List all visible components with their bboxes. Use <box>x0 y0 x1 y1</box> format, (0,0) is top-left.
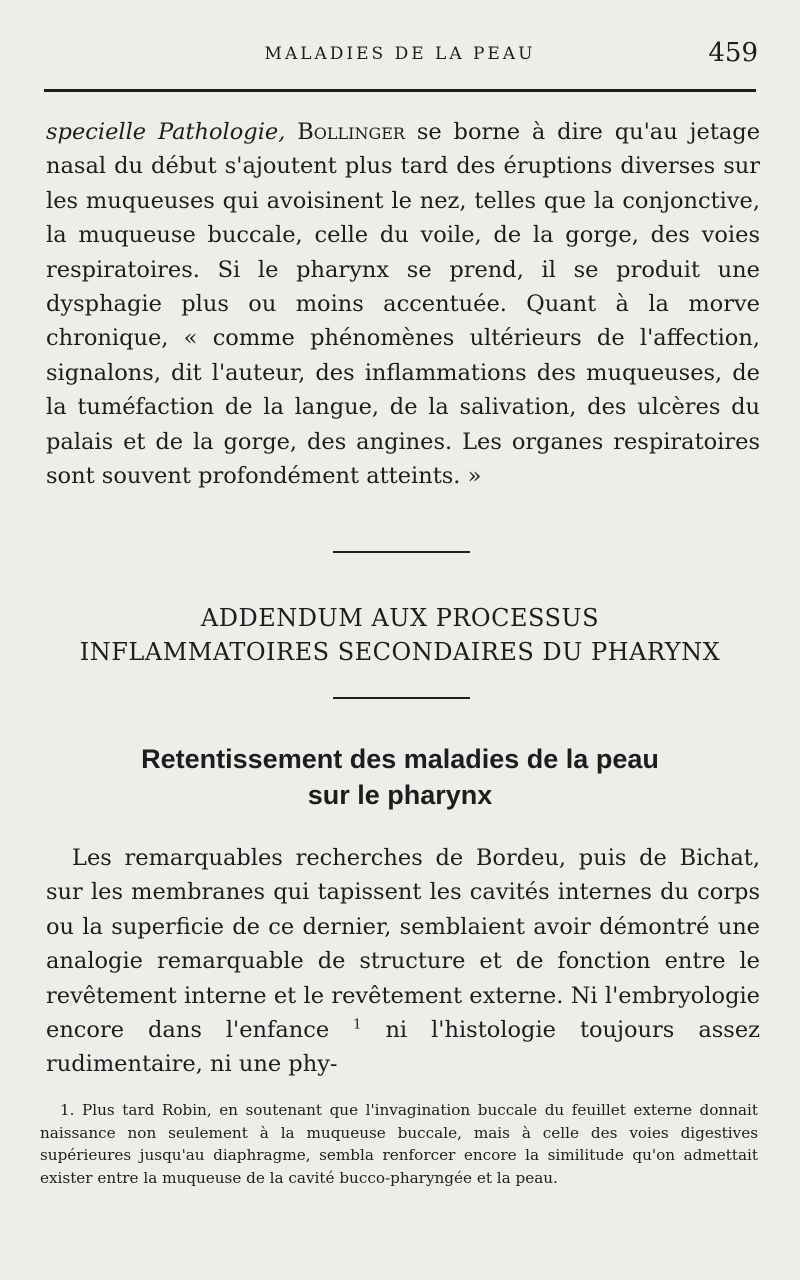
section-heading-line-1: ADDENDUM AUX PROCESSUS <box>200 604 600 632</box>
subsection-heading-line-1: Retentissement des maladies de la peau <box>141 744 659 774</box>
paragraph-1-text: se borne à dire qu'au jetage nasal du début s'ajoutent plus tard des éruptions diverses sur les muqueuses qui avoisinent le nez, telles que la conjonctive, la muqueuse buccale, celle du voile, de la gorge, des voies respiratoires. Si le pharynx se prend, il se produit une dysphagie plus ou moins accentuée. Quant à la morve chronique, « comme phénomènes ultérieurs de l'affection, signalons, dit l'auteur, des inflammations des muqueuses, de la tuméfaction de la langue, de la salivation, des ulcères du palais et de la gorge, des angines. Les organes respiratoires sont souvent profondément atteints. » <box>46 119 761 490</box>
italic-lead: specielle Pathologie, <box>46 119 286 145</box>
section-rule-bottom <box>333 697 470 699</box>
page-number: 459 <box>708 38 758 68</box>
paragraph-2 <box>46 841 760 1082</box>
running-title: MALADIES DE LA PEAU <box>264 44 536 64</box>
subsection-heading <box>40 741 760 813</box>
paragraph-2-text-a: Les remarquables recherches de Bordeu, puis de Bichat, sur les membranes qui tapissent les cavités internes du corps ou la superficie de ce dernier, semblaient avoir démontré une analogie remarquable de structure et de fonction entre le revêtement interne et le revêtement externe. Ni l'embryologie encore dans l'enfance <box>46 845 760 1044</box>
header-rule <box>44 89 756 92</box>
section-heading-line-2: INFLAMMATOIRES SECONDAIRES DU PHARYNX <box>79 638 721 666</box>
section-rule-top <box>333 551 470 553</box>
subsection-heading-line-2: sur le pharynx <box>307 780 493 810</box>
running-head <box>40 38 760 72</box>
paragraph-continued <box>46 115 760 493</box>
paragraph-2-text-b: ni l'histologie toujours assez rudimentaire, ni une phy- <box>46 1017 760 1078</box>
footnote: 1. Plus tard Robin, en soutenant que l'invagination buccale du feuillet externe donnait naissance non seulement à la muqueuse buccale, mais à celle des voies digestives supérieures jusqu'au diaphragme, sembla renforcer encore la similitude qu'on admettait exister entre la muqueuse de la cavité bucco-pharyngée et la peau. <box>40 1101 758 1187</box>
section-heading <box>40 601 760 669</box>
author-name: Bollinger <box>297 119 405 145</box>
footnote-marker: 1 <box>353 1017 362 1033</box>
